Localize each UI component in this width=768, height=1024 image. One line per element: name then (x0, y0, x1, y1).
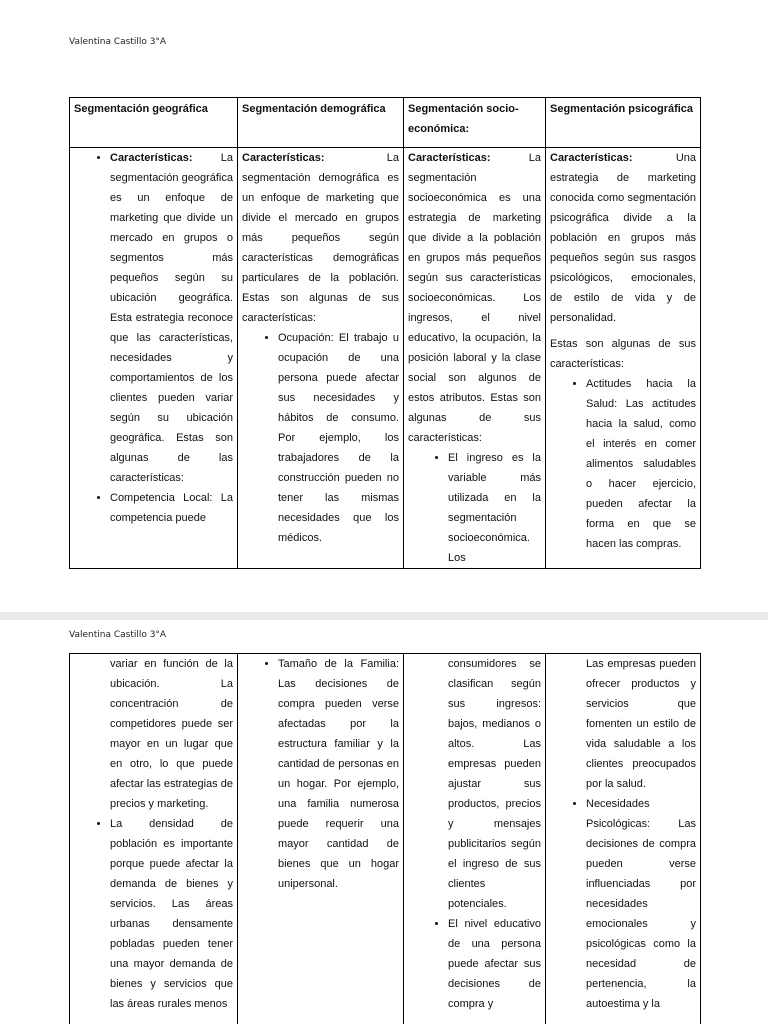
list-item: • Competencia Local: La competencia puede (110, 488, 233, 528)
cell-demographic (238, 654, 404, 1024)
cell-geographic (70, 148, 238, 569)
column-header-socioeconomic: Segmentación socio-económica: (404, 98, 546, 148)
list-item: • Ocupación: El trabajo u ocupación de una persona puede afectar sus necesidades y hábitos de consumo. Por ejemplo, los trabajadores de la construcción pueden no tener las mismas necesidades que los médicos. (278, 328, 399, 548)
table-header-row (70, 98, 701, 148)
list-item: • Necesidades Psicológicas: Las decisiones de compra pueden verse influenciadas por necesidades emocionales y psicológicas como la necesidad de pertenencia, la autoestima y la (586, 794, 696, 1014)
table-row (70, 654, 701, 1024)
cell-socioeconomic (404, 654, 546, 1024)
list-item: • Tamaño de la Familia: Las decisiones de compra pueden verse afectadas por la estructura familiar y la cantidad de personas en un hogar. Por ejemplo, una familia numerosa puede requerir una mayor cantidad de bienes que un hogar unipersonal. (278, 654, 399, 894)
page-2 (0, 620, 768, 1024)
column-header-psychographic: Segmentación psicográfica (546, 98, 701, 148)
table-row (70, 148, 701, 569)
segmentation-table-continued (69, 653, 701, 1024)
cell-psychographic: Características: Una estrategia de marketing conocida como segmentación psicográfica divide a la población en grupos más pequeños según sus rasgos psicológicos, emocionales, de estilo de vida y de personalidad. Estas son algunas de sus características: • Actitudes hacia la Salud: Las actitudes hacia la salud, como el interés en comer alimentos saludables o hacer ejercicio, pueden afectar la forma en que se hacen las compras. (546, 148, 701, 569)
list-item: • Actitudes hacia la Salud: Las actitudes hacia la salud, como el interés en comer alimentos saludables o hacer ejercicio, pueden afectar la forma en que se hacen las compras. (586, 374, 696, 554)
column-header-geographic: Segmentación geográfica (70, 98, 238, 148)
column-header-demographic: Segmentación demográfica (238, 98, 404, 148)
list-item: consumidores se clasifican según sus ingresos: bajos, medianos o altos. Las empresas pueden ajustar sus productos, precios y mensajes publicitarios según el ingreso de sus clientes potenciales. (448, 658, 541, 910)
list-item: • Características: La segmentación geográfica es un enfoque de marketing que divide un mercado en grupos o segmentos más pequeños según su ubicación geográfica. Esta estrategia reconoce que las características, necesidades y comportamientos de los clientes pueden variar según su ubicación geográfica. Estas son algunas de las características: (110, 148, 233, 488)
list-item: Las empresas pueden ofrecer productos y servicios que fomenten un estilo de vida saludable a los clientes preocupados por la salud. (586, 658, 696, 790)
cell-socioeconomic: Características: La segmentación socioeconómica es una estrategia de marketing que divide a la población en grupos más pequeños según sus características socioeconómicas. Los ingresos, el nivel educativo, la ocupación, la posición laboral y la clase social son algunos de estos atributos. Estas son algunas de sus características: • El ingreso es la variable más utilizada en la segmentación socioeconómica. Los (404, 148, 546, 569)
page-header: Valentina Castillo 3°A (69, 630, 167, 640)
list-item: • La densidad de población es importante porque puede afectar la demanda de bienes y servicios. Las áreas urbanas densamente pobladas pueden tener una mayor demanda de bienes y servicios que las áreas rurales menos (110, 814, 233, 1014)
segmentation-table (69, 97, 701, 569)
cell-geographic (70, 654, 238, 1024)
list-item: variar en función de la ubicación. La concentración de competidores puede ser mayor en un lugar que en otro, lo que puede afectar las estrategias de precios y marketing. (110, 658, 233, 810)
cell-demographic: Características: La segmentación demográfica es un enfoque de marketing que divide el mercado en grupos más pequeños según características demográficas particulares de la población. Estas son algunas de sus características: • Ocupación: El trabajo u ocupación de una persona puede afectar sus necesidades y hábitos de consumo. Por ejemplo, los trabajadores de la construcción pueden no tener las mismas necesidades que los médicos. (238, 148, 404, 569)
cell-psychographic (546, 654, 701, 1024)
page-header: Valentina Castillo 3°A (69, 37, 167, 47)
list-item: • El ingreso es la variable más utilizada en la segmentación socioeconómica. Los (448, 448, 541, 568)
list-item: • El nivel educativo de una persona puede afectar sus decisiones de compra y (448, 914, 541, 1014)
